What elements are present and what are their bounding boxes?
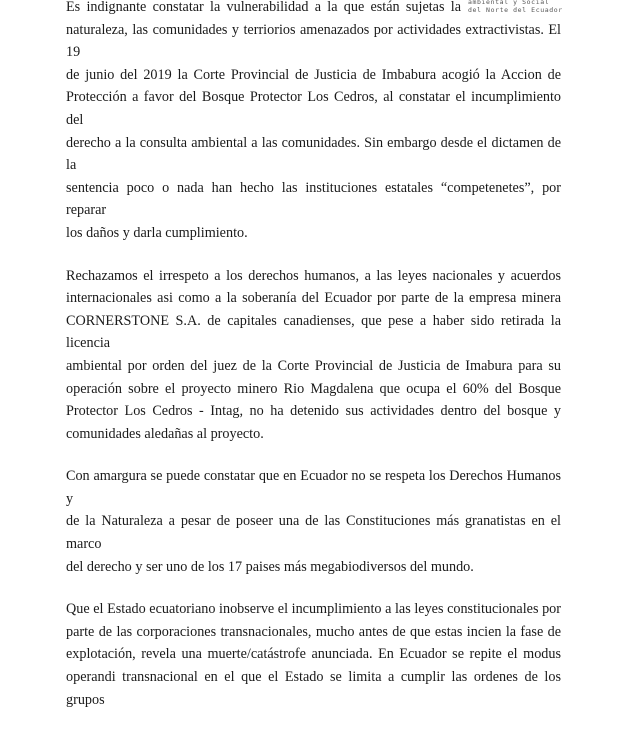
paragraph-line: operación sobre el proyecto minero Rio Magdalena que ocupa el 60% del Bosque (66, 380, 561, 397)
paragraph-line: los daños y darla cumplimiento. (66, 224, 248, 241)
paragraph-line: Protección a favor del Bosque Protector Los Cedros, al constatar el incumplimiento del (66, 89, 561, 128)
paragraph-line: de la Naturaleza a pesar de poseer una de las Constituciones más granatistas en el marco (66, 513, 561, 553)
paragraph-1 (66, 0, 561, 245)
paragraph-line: ambiental por orden del juez de la Corte Provincial de Justicia de Imabura para su (66, 357, 561, 374)
logo-line-2: del Norte del Ecuador (468, 6, 563, 14)
paragraph-line: de junio del 2019 la Corte Provincial de Justicia de Imbabura acogió la Accion de (66, 66, 561, 83)
paragraph-line: sentencia poco o nada han hecho las instituciones estatales “competenetes”, por reparar (66, 179, 561, 219)
paragraph-line: Con amargura se puede constatar que en Ecuador no se respeta los Derechos Humanos y (66, 468, 561, 507)
paragraph-line: comunidades aledañas al proyecto. (66, 425, 264, 442)
paragraph-line: explotación, revela una muerte/catástrofe anunciada. En Ecuador se repite el modus (66, 646, 561, 663)
logo-line-1: ambiental y Social (468, 0, 550, 6)
paragraph-3 (66, 465, 561, 578)
paragraph-line: del derecho y ser uno de los 17 paises más megabiodiversos del mundo. (66, 558, 474, 575)
paragraph-line: CORNERSTONE S.A. de capitales canadienses, que pese a haber sido retirada la licencia (66, 312, 561, 352)
paragraph-line: Es indignante constatar la vulnerabilidad a la que están sujetas la (66, 0, 461, 15)
paragraph-line: naturaleza, las comunidades y terriorios amenazados por actividades extractivistas. El 19 (66, 21, 561, 61)
paragraph-line: Que el Estado ecuatoriano inobserve el incumplimiento a las leyes constitucionales por (66, 601, 561, 618)
paragraph-line: internacionales asi como a la soberanía del Ecuador por parte de la empresa minera (66, 290, 561, 307)
document-body (66, 0, 561, 731)
paragraph-line: Rechazamos el irrespeto a los derechos humanos, a las leyes nacionales y acuerdos (66, 267, 561, 284)
paragraph-4 (66, 598, 561, 711)
paragraph-line: derecho a la consulta ambiental a las comunidades. Sin embargo desde el dictamen de la (66, 134, 561, 174)
paragraph-line: Protector Los Cedros - Intag, no ha detenido sus actividades dentro del bosque y (66, 403, 561, 420)
paragraph-line: operandi transnacional en el que el Estado se limita a cumplir las ordenes de los grupos (66, 669, 561, 708)
paragraph-2 (66, 265, 561, 446)
paragraph-line: parte de las corporaciones transnacionales, mucho antes de que estas incien la fase de (66, 623, 561, 640)
